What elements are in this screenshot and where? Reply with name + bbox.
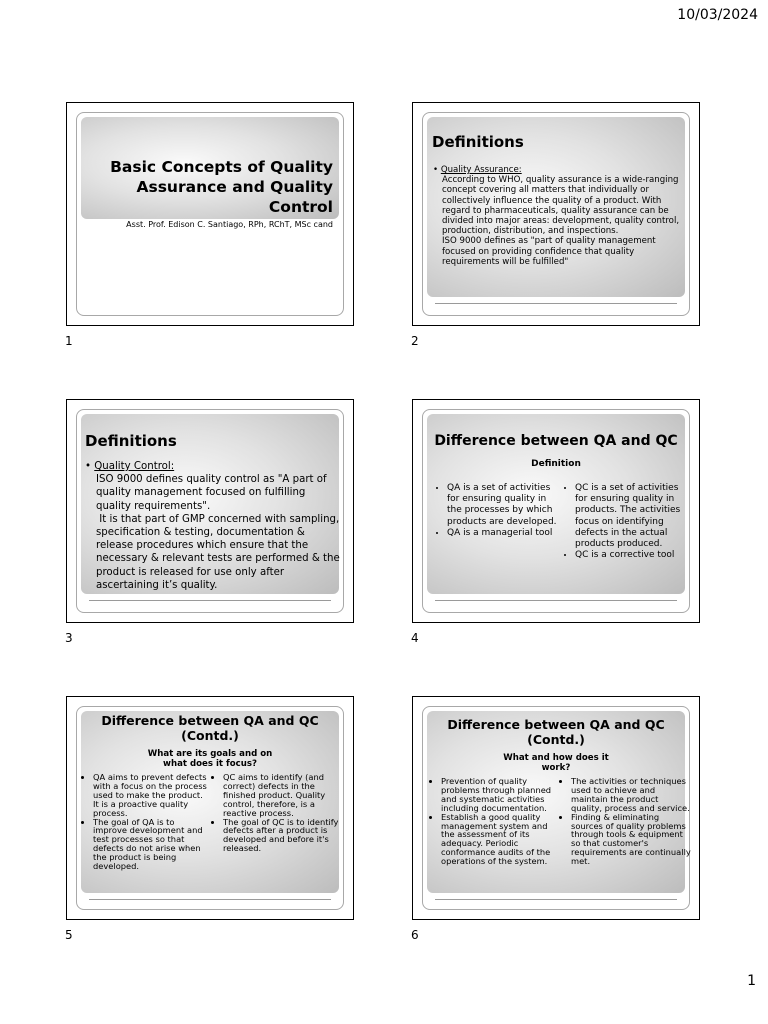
slide-6-footer-line bbox=[435, 899, 677, 900]
slide-3-para2: It is that part of GMP concerned with sampling, specification & testing, documentation & release procedures which ensure that the necessary & relevant tests are performed & the product is released for use only after ascertaining it’s quality. bbox=[96, 513, 344, 591]
slide-3-number: 3 bbox=[65, 631, 73, 645]
slide-6-left-item-2: • Establish a good quality management system and the assessment of its adequacy. Periodic conformance audits of the operations of the system. bbox=[441, 813, 559, 866]
slide-4-subtitle: Definition bbox=[531, 459, 581, 469]
slide-1-author: Asst. Prof. Edison C. Santiago, RPh, RChT, MSc cand bbox=[126, 220, 333, 229]
slide-2-para1: According to WHO, quality assurance is a wide-ranging concept covering all matters that individually or collectively influence the quality of a product. With regard to pharmaceuticals, quality assurance can be divided into major areas: development, quality control, production, distribution, and inspections. bbox=[442, 175, 680, 237]
slide-1-title: Basic Concepts of Quality Assurance and Quality Control bbox=[110, 158, 333, 216]
slide-6-left-column bbox=[431, 777, 559, 866]
slide-4-right-column bbox=[565, 483, 689, 561]
slide-3 bbox=[66, 399, 354, 623]
slide-6-right-column bbox=[561, 777, 691, 866]
slide-5-panel bbox=[81, 711, 339, 893]
slide-2-panel bbox=[427, 117, 685, 297]
slide-6-number: 6 bbox=[411, 928, 419, 942]
slide-3-para1: ISO 9000 defines quality control as "A part of quality management focused on fulfilling quality requirements". bbox=[96, 474, 327, 512]
slide-2-bullet: • Quality Assurance: bbox=[433, 165, 522, 175]
slide-4-right-item-1: • QC is a set of activities for ensuring quality in products. The activities focus on identifying defects in the actual products produced. bbox=[575, 483, 689, 550]
slide-3-title: Definitions bbox=[85, 432, 177, 450]
slide-4-left-column bbox=[437, 483, 561, 539]
slide-3-footer-line bbox=[89, 600, 331, 601]
slide-2-bullet-label: Quality Assurance: bbox=[440, 165, 522, 175]
slide-6-right-item-2: • Finding & eliminating sources of quality problems through tools & equipment so that customer's requirements are continually met. bbox=[571, 813, 691, 866]
slide-3-body bbox=[85, 460, 343, 592]
slide-5-right-column bbox=[213, 773, 345, 853]
slide-2-body bbox=[433, 165, 687, 267]
slide-5-inner bbox=[76, 706, 344, 910]
slide-6-right-item-1: • The activities or techniques used to achieve and maintain the product quality, process and service. bbox=[571, 777, 691, 813]
slide-6-inner bbox=[422, 706, 690, 910]
slide-6 bbox=[412, 696, 700, 920]
slide-6-left-item-1: • Prevention of quality problems through planned and systematic activities including documentation. bbox=[441, 777, 559, 813]
slide-5-left-item-2: • The goal of QA is to improve development and test processes so that defects do not arise when the product is being developed. bbox=[93, 818, 211, 871]
slide-2-para2: ISO 9000 defines as "part of quality management focused on providing confidence that quality requirements will be fulfilled" bbox=[442, 236, 656, 267]
slide-3-panel bbox=[81, 414, 344, 594]
slide-4-right-item-2: • QC is a corrective tool bbox=[575, 550, 689, 561]
slide-5-number: 5 bbox=[65, 928, 73, 942]
print-date: 10/03/2024 bbox=[677, 7, 758, 23]
slide-5-left-item-1: • QA aims to prevent defects with a focus on the process used to make the product. It is a proactive quality process. bbox=[93, 773, 211, 818]
slide-4 bbox=[412, 399, 700, 623]
slide-4-number: 4 bbox=[411, 631, 419, 645]
slide-6-title: Difference between QA and QC (Contd.) bbox=[447, 717, 665, 747]
slide-4-panel bbox=[427, 414, 685, 594]
slide-5-right-item-1: • QC aims to identify (and correct) defects in the finished product. Quality control, therefore, is a reactive process. bbox=[223, 773, 345, 818]
slide-5-footer-line bbox=[89, 899, 331, 900]
slide-2-footer-line bbox=[435, 303, 677, 304]
slide-1 bbox=[66, 102, 354, 326]
slide-6-panel bbox=[427, 711, 691, 893]
slide-6-subtitle: What and how does it work? bbox=[503, 753, 609, 773]
slide-2-number: 2 bbox=[411, 334, 419, 348]
slide-1-number: 1 bbox=[65, 334, 73, 348]
page-number: 1 bbox=[747, 973, 756, 989]
slide-2-title: Definitions bbox=[432, 133, 524, 151]
slide-2-inner bbox=[422, 112, 690, 316]
slide-2 bbox=[412, 102, 700, 326]
slide-5-left-column bbox=[83, 773, 211, 871]
slide-4-left-item-1: • QA is a set of activities for ensuring quality in the processes by which products are developed. bbox=[447, 483, 561, 528]
slide-4-inner bbox=[422, 409, 690, 613]
slide-3-bullet-label: Quality Control: bbox=[94, 461, 175, 472]
slide-3-inner bbox=[76, 409, 344, 613]
slide-3-bullet: • Quality Control: bbox=[85, 461, 175, 472]
slide-5-subtitle: What are its goals and on what does it focus? bbox=[147, 749, 273, 769]
slide-1-inner bbox=[76, 112, 344, 316]
slide-4-footer-line bbox=[435, 600, 677, 601]
slide-4-title: Difference between QA and QC bbox=[434, 433, 678, 449]
slide-4-left-item-2: • QA is a managerial tool bbox=[447, 528, 561, 539]
slide-5-title: Difference between QA and QC (Contd.) bbox=[101, 713, 319, 743]
slide-5 bbox=[66, 696, 354, 920]
slide-5-right-item-2: • The goal of QC is to identify defects after a product is developed and before it's released. bbox=[223, 818, 345, 854]
